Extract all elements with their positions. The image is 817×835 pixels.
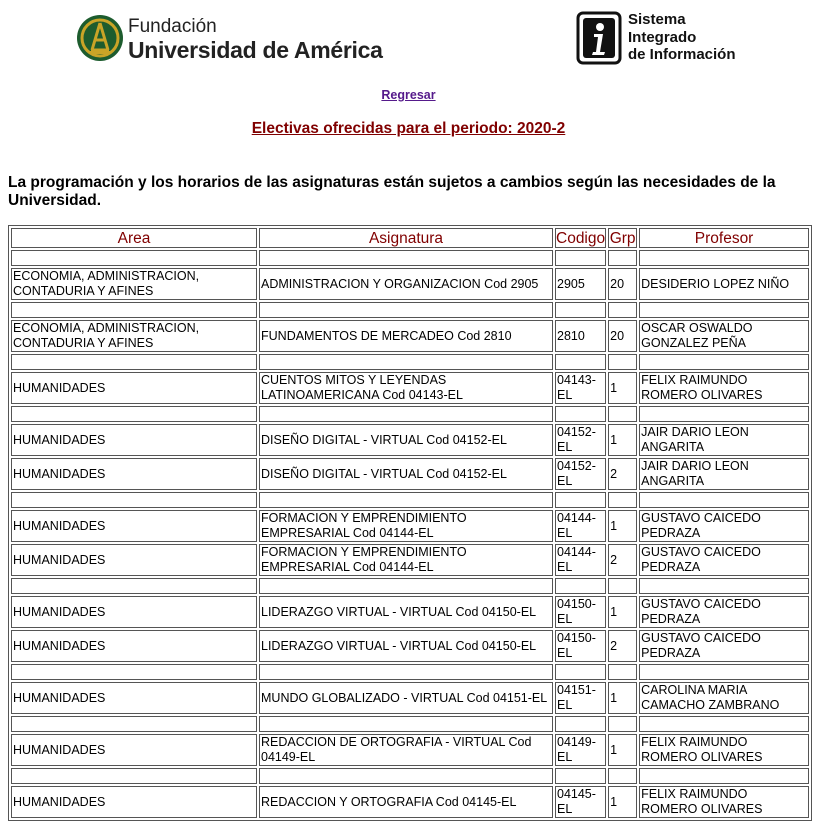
cell-subject: DISEÑO DIGITAL - VIRTUAL Cod 04152-EL	[259, 458, 553, 490]
cell-group: 2	[608, 458, 637, 490]
table-row	[11, 786, 809, 818]
spacer-row	[11, 578, 809, 594]
table-row	[11, 682, 809, 714]
cell-group: 20	[608, 320, 637, 352]
cell-professor: CAROLINA MARIA CAMACHO ZAMBRANO	[639, 682, 809, 714]
spacer-cell	[259, 578, 553, 594]
sii-line-2: Integrado	[628, 28, 697, 46]
cell-group: 2	[608, 630, 637, 662]
spacer-row	[11, 716, 809, 732]
logo-title: Universidad de América	[128, 37, 383, 63]
spacer-cell	[639, 354, 809, 370]
table-row	[11, 268, 809, 300]
cell-subject: CUENTOS MITOS Y LEYENDAS LATINOAMERICANA Cod 04143-EL	[259, 372, 553, 404]
logo-subtitle: Fundación	[128, 16, 217, 37]
cell-code: 04144-EL	[555, 544, 606, 576]
spacer-cell	[608, 302, 637, 318]
cell-code: 04150-EL	[555, 630, 606, 662]
spacer-row	[11, 664, 809, 680]
schedule-notice: La programación y los horarios de las asignaturas están sujetos a cambios según las necesidades de la Universidad.	[8, 174, 776, 209]
header-group: Grp	[609, 229, 636, 247]
spacer-cell	[259, 354, 553, 370]
sii-line-1: Sistema	[628, 11, 686, 28]
table-row	[11, 320, 809, 352]
cell-code: 04143-EL	[555, 372, 606, 404]
cell-area: HUMANIDADES	[11, 510, 257, 542]
table-row	[11, 734, 809, 766]
cell-professor: OSCAR OSWALDO GONZALEZ PEÑA	[639, 320, 809, 352]
cell-group: 1	[608, 682, 637, 714]
spacer-cell	[608, 250, 637, 266]
back-link[interactable]: Regresar	[381, 88, 436, 102]
spacer-cell	[259, 716, 553, 732]
spacer-cell	[11, 406, 257, 422]
cell-subject: DISEÑO DIGITAL - VIRTUAL Cod 04152-EL	[259, 424, 553, 456]
info-icon	[575, 10, 623, 66]
cell-area: HUMANIDADES	[11, 596, 257, 628]
sii-text	[628, 11, 736, 64]
spacer-cell	[555, 768, 606, 784]
table-row	[11, 510, 809, 542]
spacer-cell	[639, 716, 809, 732]
cell-subject: FORMACION Y EMPRENDIMIENTO EMPRESARIAL Cod 04144-EL	[259, 544, 553, 576]
cell-area: ECONOMIA, ADMINISTRACION, CONTADURIA Y AFINES	[11, 320, 257, 352]
table-row	[11, 596, 809, 628]
spacer-row	[11, 768, 809, 784]
spacer-cell	[639, 578, 809, 594]
spacer-cell	[555, 354, 606, 370]
cell-subject: MUNDO GLOBALIZADO - VIRTUAL Cod 04151-EL	[259, 682, 553, 714]
spacer-cell	[639, 664, 809, 680]
spacer-row	[11, 492, 809, 508]
spacer-cell	[11, 716, 257, 732]
spacer-cell	[608, 664, 637, 680]
spacer-cell	[608, 578, 637, 594]
spacer-cell	[259, 492, 553, 508]
spacer-cell	[608, 768, 637, 784]
table-header-row	[11, 228, 809, 248]
spacer-row	[11, 250, 809, 266]
spacer-row	[11, 406, 809, 422]
header-area: Area	[11, 228, 257, 248]
cell-subject: LIDERAZGO VIRTUAL - VIRTUAL Cod 04150-EL	[259, 630, 553, 662]
cell-professor: FELIX RAIMUNDO ROMERO OLIVARES	[639, 372, 809, 404]
cell-subject: REDACCION Y ORTOGRAFIA Cod 04145-EL	[259, 786, 553, 818]
cell-subject: ADMINISTRACION Y ORGANIZACION Cod 2905	[259, 268, 553, 300]
cell-code: 04145-EL	[555, 786, 606, 818]
spacer-cell	[639, 302, 809, 318]
cell-group: 1	[608, 510, 637, 542]
spacer-cell	[608, 492, 637, 508]
cell-group: 1	[608, 372, 637, 404]
cell-professor: GUSTAVO CAICEDO PEDRAZA	[639, 630, 809, 662]
cell-code: 04149-EL	[555, 734, 606, 766]
spacer-cell	[608, 716, 637, 732]
table-row	[11, 424, 809, 456]
spacer-cell	[555, 716, 606, 732]
cell-area: HUMANIDADES	[11, 544, 257, 576]
spacer-cell	[259, 250, 553, 266]
spacer-row	[11, 354, 809, 370]
cell-professor: JAIR DARIO LEON ANGARITA	[639, 458, 809, 490]
cell-code: 04152-EL	[555, 458, 606, 490]
cell-area: HUMANIDADES	[11, 458, 257, 490]
spacer-cell	[259, 302, 553, 318]
cell-subject: REDACCION DE ORTOGRAFIA - VIRTUAL Cod 04149-EL	[259, 734, 553, 766]
cell-professor: JAIR DARIO LEON ANGARITA	[639, 424, 809, 456]
header-subject: Asignatura	[259, 228, 553, 248]
spacer-cell	[639, 768, 809, 784]
spacer-cell	[639, 406, 809, 422]
cell-code: 04151-EL	[555, 682, 606, 714]
cell-area: HUMANIDADES	[11, 424, 257, 456]
cell-code: 2905	[555, 268, 606, 300]
period-title: Electivas ofrecidas para el periodo: 2020-2	[251, 120, 566, 137]
spacer-cell	[639, 492, 809, 508]
fundacion-logo	[76, 14, 383, 64]
spacer-cell	[259, 664, 553, 680]
cell-group: 20	[608, 268, 637, 300]
spacer-cell	[11, 768, 257, 784]
cell-group: 1	[608, 424, 637, 456]
cell-professor: FELIX RAIMUNDO ROMERO OLIVARES	[639, 734, 809, 766]
spacer-cell	[555, 492, 606, 508]
cell-area: HUMANIDADES	[11, 372, 257, 404]
header-code: Codigo	[556, 229, 606, 247]
spacer-cell	[555, 250, 606, 266]
spacer-cell	[11, 664, 257, 680]
cell-subject: FUNDAMENTOS DE MERCADEO Cod 2810	[259, 320, 553, 352]
university-emblem-icon	[76, 14, 124, 62]
cell-professor: GUSTAVO CAICEDO PEDRAZA	[639, 596, 809, 628]
spacer-row	[11, 302, 809, 318]
cell-professor: GUSTAVO CAICEDO PEDRAZA	[639, 510, 809, 542]
spacer-cell	[259, 768, 553, 784]
cell-group: 1	[608, 786, 637, 818]
sii-line-3: de Información	[628, 46, 736, 63]
cell-professor: FELIX RAIMUNDO ROMERO OLIVARES	[639, 786, 809, 818]
spacer-cell	[555, 664, 606, 680]
cell-code: 04150-EL	[555, 596, 606, 628]
cell-group: 1	[608, 596, 637, 628]
cell-area: HUMANIDADES	[11, 786, 257, 818]
cell-area: HUMANIDADES	[11, 682, 257, 714]
table-row	[11, 544, 809, 576]
table-row	[11, 630, 809, 662]
spacer-cell	[11, 354, 257, 370]
spacer-cell	[11, 250, 257, 266]
spacer-cell	[555, 578, 606, 594]
spacer-cell	[639, 250, 809, 266]
spacer-cell	[608, 406, 637, 422]
spacer-cell	[11, 578, 257, 594]
electives-table	[8, 225, 812, 821]
cell-professor: GUSTAVO CAICEDO PEDRAZA	[639, 544, 809, 576]
spacer-cell	[608, 354, 637, 370]
cell-area: HUMANIDADES	[11, 734, 257, 766]
spacer-cell	[11, 302, 257, 318]
table-row	[11, 458, 809, 490]
cell-group: 2	[608, 544, 637, 576]
table-row	[11, 372, 809, 404]
cell-code: 04152-EL	[555, 424, 606, 456]
header-professor: Profesor	[639, 228, 809, 248]
cell-group: 1	[608, 734, 637, 766]
cell-professor: DESIDERIO LOPEZ NIÑO	[639, 268, 809, 300]
sii-logo	[575, 10, 755, 68]
cell-code: 2810	[555, 320, 606, 352]
cell-subject: LIDERAZGO VIRTUAL - VIRTUAL Cod 04150-EL	[259, 596, 553, 628]
spacer-cell	[555, 406, 606, 422]
cell-code: 04144-EL	[555, 510, 606, 542]
spacer-cell	[11, 492, 257, 508]
cell-area: ECONOMIA, ADMINISTRACION, CONTADURIA Y AFINES	[11, 268, 257, 300]
spacer-cell	[555, 302, 606, 318]
cell-subject: FORMACION Y EMPRENDIMIENTO EMPRESARIAL Cod 04144-EL	[259, 510, 553, 542]
spacer-cell	[259, 406, 553, 422]
cell-area: HUMANIDADES	[11, 630, 257, 662]
